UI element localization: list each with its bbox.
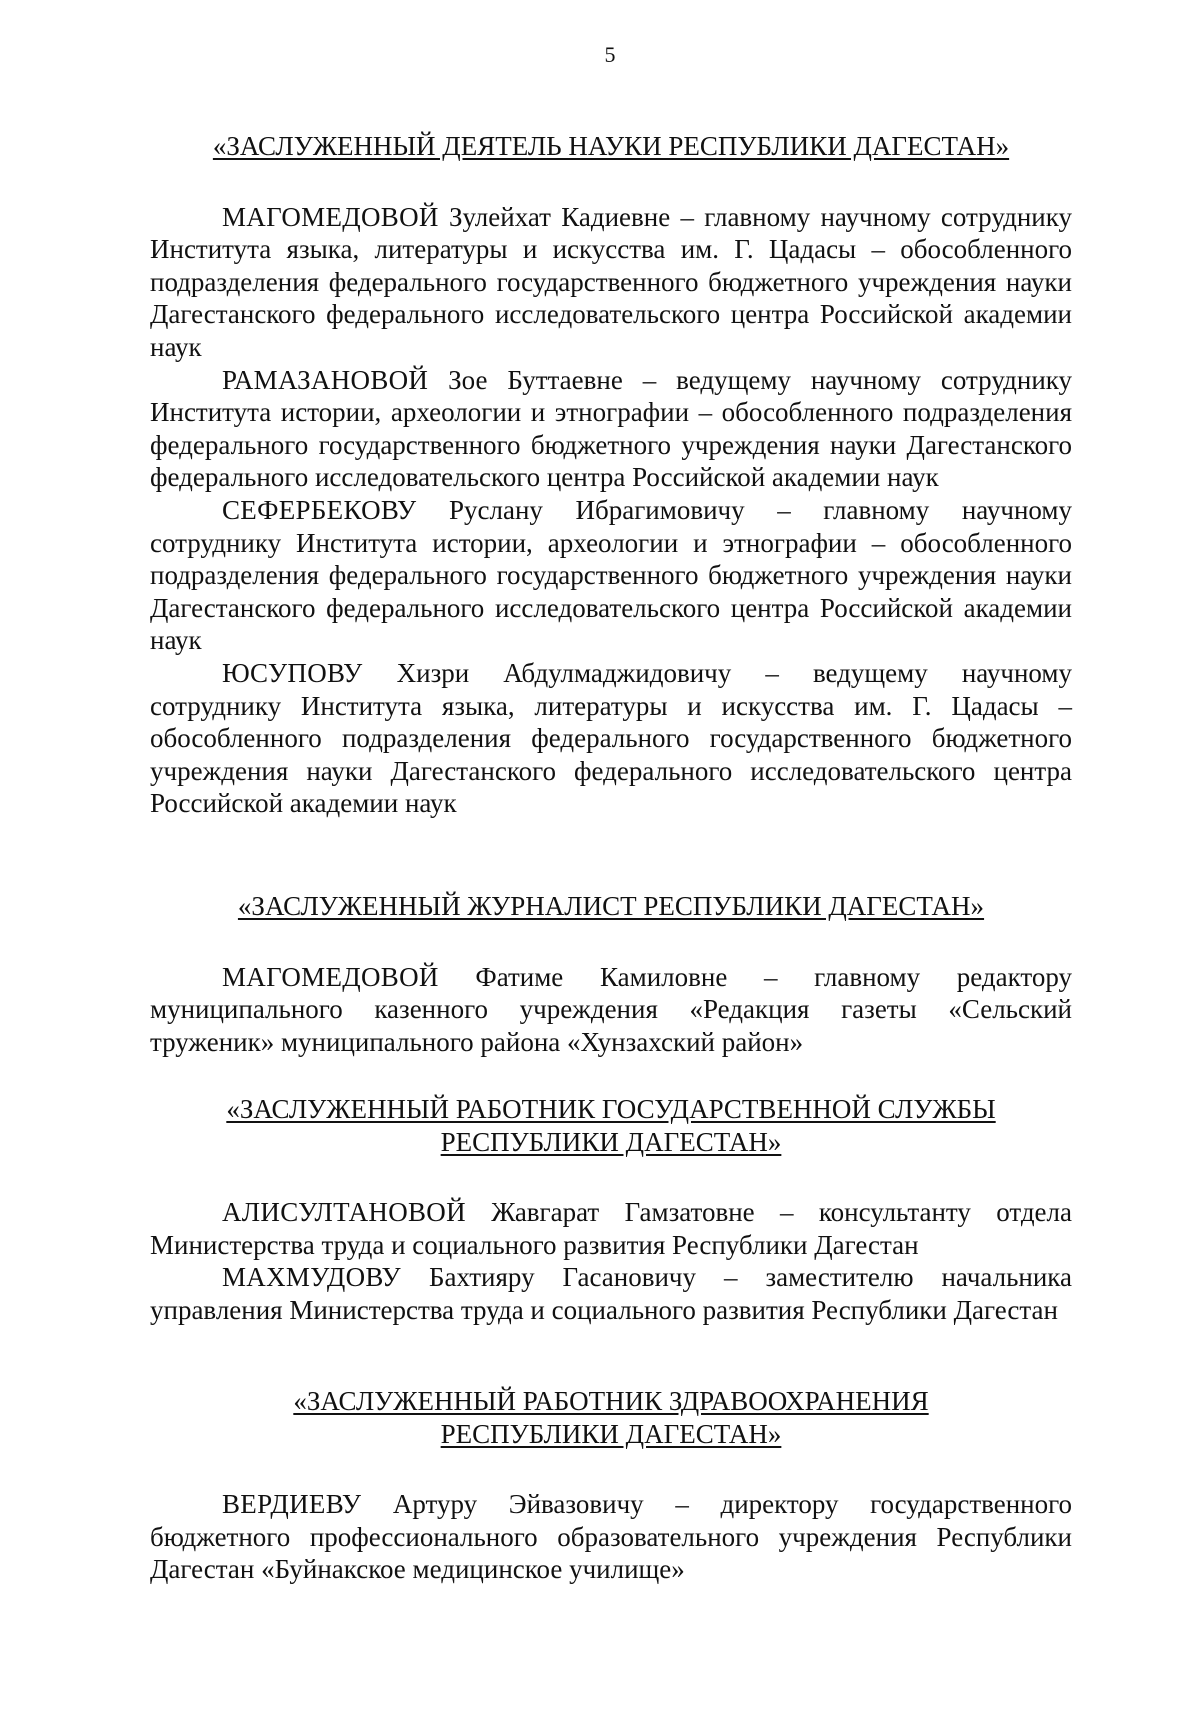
recipient-name: АЛИСУЛТАНОВОЙ <box>222 1197 466 1228</box>
section-title-line: РЕСПУБЛИКИ ДАГЕСТАН» <box>440 1418 782 1449</box>
section-honored-journalist <box>150 890 1072 1058</box>
recipient-description: Зое Буттаевне – ведущему научному сотруднику Института истории, археологии и этнографии – обособленного подразделения федерального государственного бюджетного учреждения науки Дагестанского федерального исследовательского центра Российской академии наук <box>150 364 1072 493</box>
recipient-name: ЮСУПОВУ <box>222 657 363 688</box>
recipient-name: РАМАЗАНОВОЙ <box>222 364 429 395</box>
page-number: 5 <box>604 42 616 67</box>
recipient-description: Руслану Ибрагимовичу – главному научному сотруднику Института истории, археологии и этнографии – обособленного подразделения федерального государственного бюджетного учреждения науки Дагестанского федерального исследовательского центра Российской академии наук <box>150 494 1072 656</box>
recipient-name: МАХМУДОВУ <box>222 1262 401 1293</box>
recipient-name: СЕФЕРБЕКОВУ <box>222 494 417 525</box>
award-entry <box>150 364 1072 494</box>
section-honored-healthcare-worker <box>150 1385 1072 1586</box>
recipient-name: МАГОМЕДОВОЙ <box>222 201 439 232</box>
recipient-description: Зулейхат Кадиевне – главному научному сотруднику Института языка, литературы и искусства им. Г. Цадасы – обособленного подразделения федерального государственного бюджетного учреждения науки Дагестанского федерального исследовательского центра Российской академии наук <box>150 201 1072 362</box>
award-entry <box>150 1261 1072 1326</box>
section-body <box>150 1196 1072 1326</box>
recipient-name: ВЕРДИЕВУ <box>222 1489 362 1520</box>
award-entry <box>150 1196 1072 1261</box>
award-entry <box>150 1488 1072 1586</box>
section-title-line: РЕСПУБЛИКИ ДАГЕСТАН» <box>440 1126 782 1157</box>
section-title-line: «ЗАСЛУЖЕННЫЙ РАБОТНИК ГОСУДАРСТВЕННОЙ СЛУЖБЫ <box>226 1094 996 1124</box>
recipient-description: Жавгарат Гамзатовне – консультанту отдела Министерства труда и социального развития Республики Дагестан <box>150 1197 1072 1260</box>
section-honored-scientist <box>150 130 1072 820</box>
section-title-line: «ЗАСЛУЖЕННЫЙ ДЕЯТЕЛЬ НАУКИ РЕСПУБЛИКИ ДАГЕСТАН» <box>212 131 1010 161</box>
award-entry <box>150 657 1072 820</box>
section-body <box>150 201 1072 820</box>
section-title <box>150 1385 1072 1450</box>
recipient-description: Фатиме Камиловне – главному редактору муниципального казенного учреждения «Редакция газеты «Сельский труженик» муниципального района «Хунзахский район» <box>150 961 1072 1057</box>
section-title <box>150 1093 1072 1158</box>
section-title <box>150 130 1072 163</box>
recipient-description: Артуру Эйвазовичу – директору государственного бюджетного профессионального образовательного учреждения Республики Дагестан «Буйнакское медицинское училище» <box>150 1489 1072 1585</box>
award-entry <box>150 961 1072 1059</box>
recipient-description: Бахтияру Гасановичу – заместителю начальника управления Министерства труда и социального развития Республики Дагестан <box>150 1262 1073 1325</box>
section-honored-civil-servant <box>150 1093 1072 1327</box>
section-title <box>150 890 1072 923</box>
award-entry <box>150 201 1072 364</box>
section-body <box>150 1488 1072 1586</box>
recipient-description: Хизри Абдулмаджидовичу – ведущему научному сотруднику Института языка, литературы и искусства им. Г. Цадасы – обособленного подразделения федерального государственного бюджетного учреждения науки Дагестанского федерального исследовательского центра Российской академии наук <box>150 657 1073 819</box>
award-entry <box>150 494 1072 657</box>
section-title-line: «ЗАСЛУЖЕННЫЙ ЖУРНАЛИСТ РЕСПУБЛИКИ ДАГЕСТАН» <box>237 891 985 921</box>
section-body <box>150 961 1072 1059</box>
section-title-line: «ЗАСЛУЖЕННЫЙ РАБОТНИК ЗДРАВООХРАНЕНИЯ <box>293 1386 929 1416</box>
recipient-name: МАГОМЕДОВОЙ <box>222 961 439 992</box>
